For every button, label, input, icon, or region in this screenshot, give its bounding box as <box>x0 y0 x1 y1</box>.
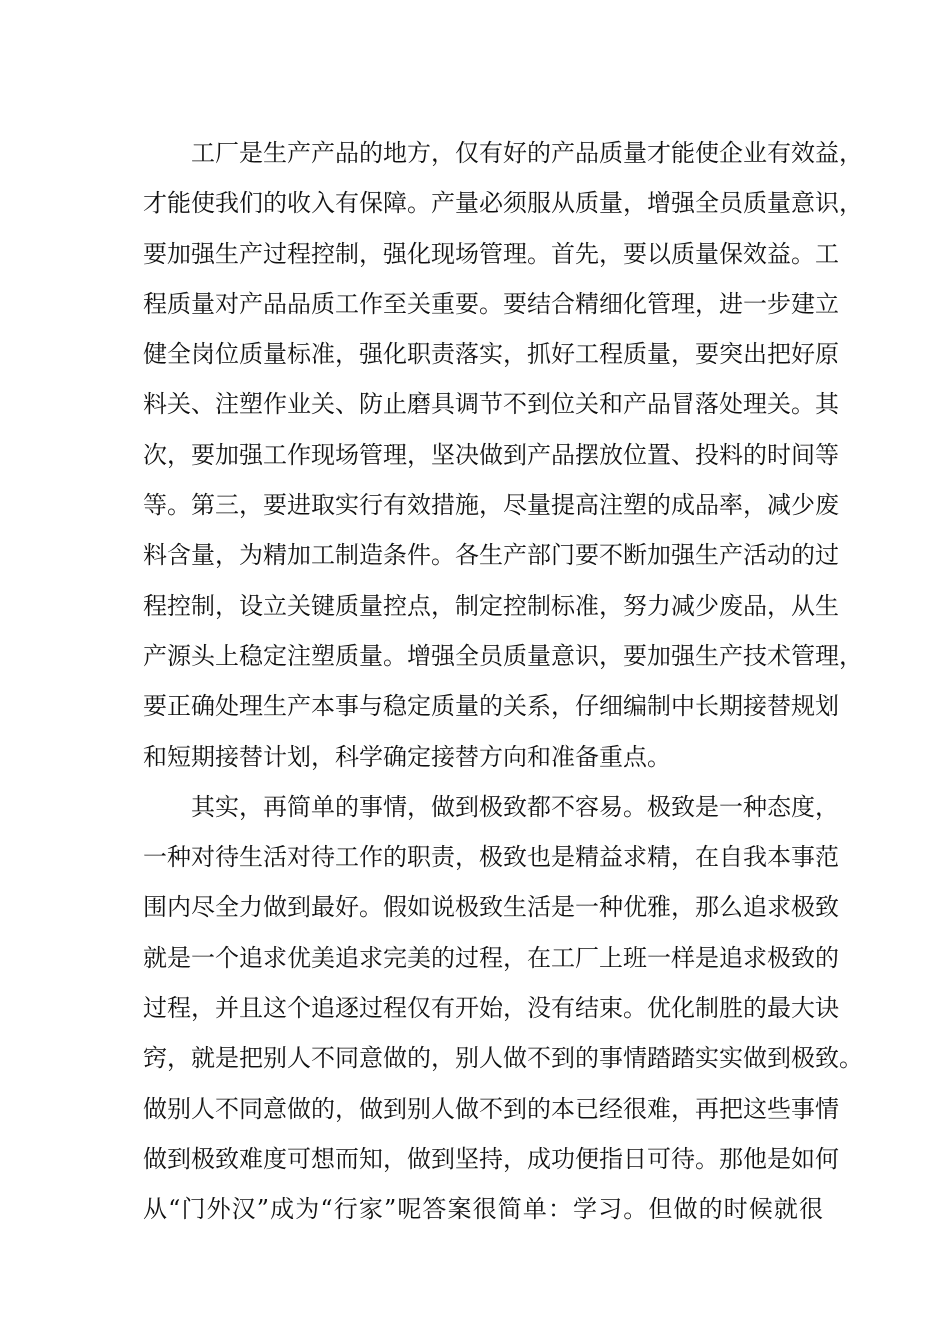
paragraph-line: 做到极致难度可想而知，做到坚持，成功便指日可待。那他是如何 <box>143 1144 839 1173</box>
paragraph-line: 程质量对产品品质工作至关重要。要结合精细化管理，进一步建立 <box>143 289 839 318</box>
paragraph-line: 围内尽全力做到最好。假如说极致生活是一种优雅，那么追求极致 <box>143 893 839 922</box>
paragraph-line: 程控制，设立关键质量控点，制定控制标准，努力减少废品，从生 <box>143 591 839 620</box>
document-body <box>143 128 863 1235</box>
paragraph-line: 窍，就是把别人不同意做的，别人做不到的事情踏踏实实做到极致。 <box>143 1044 863 1073</box>
paragraph-2 <box>143 782 863 1235</box>
paragraph-line: 产源头上稳定注塑质量。增强全员质量意识，要加强生产技术管理， <box>143 641 863 670</box>
paragraph-line: 做别人不同意做的，做到别人做不到的本已经很难，再把这些事情 <box>143 1094 839 1123</box>
paragraph-line: 才能使我们的收入有保障。产量必须服从质量，增强全员质量意识， <box>143 189 863 218</box>
paragraph-line: 料关、注塑作业关、防止磨具调节不到位关和产品冒落处理关。其 <box>143 390 839 419</box>
paragraph-line: 其实，再简单的事情，做到极致都不容易。极致是一种态度， <box>191 792 839 821</box>
paragraph-line: 过程，并且这个追逐过程仅有开始，没有结束。优化制胜的最大诀 <box>143 994 839 1023</box>
paragraph-line: 和短期接替计划，科学确定接替方向和准备重点。 <box>143 742 671 771</box>
paragraph-line: 要正确处理生产本事与稳定质量的关系，仔细编制中长期接替规划 <box>143 692 839 721</box>
paragraph-line: 要加强生产过程控制，强化现场管理。首先，要以质量保效益。工 <box>143 239 839 268</box>
paragraph-line: 就是一个追求优美追求完美的过程，在工厂上班一样是追求极致的 <box>143 943 839 972</box>
paragraph-line: 健全岗位质量标准，强化职责落实，抓好工程质量，要突出把好原 <box>143 340 839 369</box>
paragraph-line: 等。第三，要进取实行有效措施，尽量提高注塑的成品率，减少废 <box>143 491 839 520</box>
paragraph-line: 料含量，为精加工制造条件。各生产部门要不断加强生产活动的过 <box>143 541 839 570</box>
paragraph-1 <box>143 128 863 782</box>
paragraph-line: 工厂是生产产品的地方，仅有好的产品质量才能使企业有效益， <box>191 139 863 167</box>
paragraph-line: 次，要加强工作现场管理，坚决做到产品摆放位置、投料的时间等 <box>143 440 839 469</box>
paragraph-line: 从“门外汉”成为“行家”呢答案很简单：学习。但做的时候就很 <box>143 1195 823 1224</box>
paragraph-line: 一种对待生活对待工作的职责，极致也是精益求精，在自我本事范 <box>143 843 839 872</box>
